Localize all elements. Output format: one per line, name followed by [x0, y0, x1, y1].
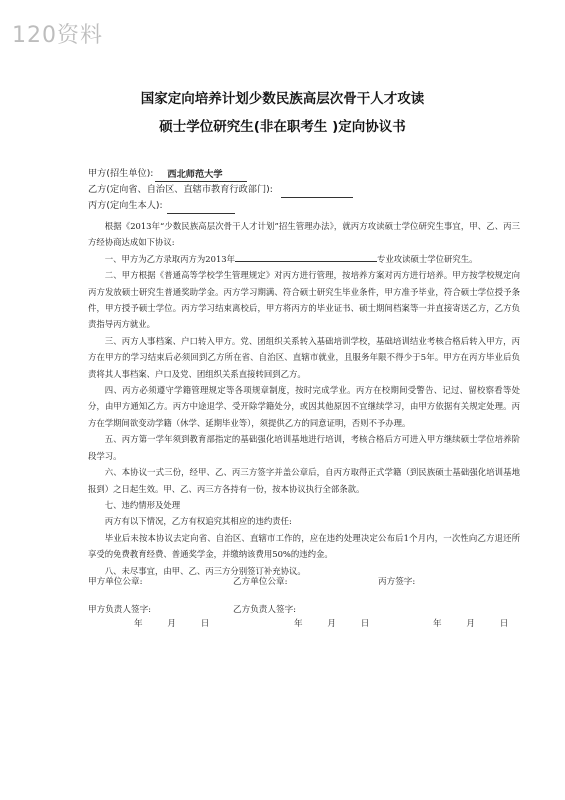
clause-7-detail: 毕业后未按本协议去定向省、自治区、直辖市工作的，应在违约处理决定公布后1个月内，一次性向乙方退还所享受的免费教育经费、普通奖学金，并缴纳该费用50%的违约金。 — [88, 532, 520, 560]
clause-3: 三、丙方人事档案、户口转入甲方。党、团组织关系转入基础培训学校，基础培训结业考核合格后转入甲方，丙方在甲方的学习结束后必须回到乙方所在省、自治区、直辖市就业，且服务年限不得少于5年。甲方在丙方毕业后负责将其人事档案、户口及党、团组织关系直接转回到乙方。 — [88, 335, 520, 379]
clause-7-heading: 七、违约情形及处理 — [104, 499, 181, 510]
day-label: 日 — [499, 619, 509, 629]
watermark-logo: 120资料 — [12, 23, 103, 48]
party-a-date — [134, 617, 209, 629]
party-b-label: 乙方(定向省、自治区、直辖市教育行政部门): — [88, 184, 273, 195]
year-label: 年 — [294, 619, 303, 629]
document-title-line-2: 硕士学位研究生(非在职考生 )定向协议书 — [159, 119, 406, 135]
party-b-blank — [281, 185, 353, 198]
party-a-person-sign-label: 甲方负责人签字: — [88, 605, 152, 615]
party-c-date — [433, 617, 508, 629]
clause-8: 八、未尽事宜，由甲、乙、丙三方分别签订补充协议。 — [104, 565, 306, 576]
parties-block — [88, 166, 353, 214]
year-label: 年 — [433, 619, 442, 629]
party-b-date — [294, 617, 369, 629]
agreement-body — [88, 218, 520, 579]
intro-paragraph: 根据《2013年“少数民族高层次骨干人才计划”招生管理办法》，就丙方攻读硕士学位研究生事宜，甲、乙、丙三方经协商达成如下协议: — [88, 221, 520, 248]
party-b-seal-label: 乙方单位公章: — [233, 577, 288, 587]
clause-2: 二、甲方根据《普通高等学校学生管理规定》对丙方进行管理，按培养方案对丙方进行培养。甲方按学校规定向丙方发放硕士研究生普通奖助学金。丙方学习期满、符合硕士研究生毕业条件，甲方准予毕业，符合硕士学位授予条件，甲方授予硕士学位。丙方学习结束离校后，甲方将丙方的毕业证书、硕士期间档案等一并直接寄送乙方，乙方负责指导丙方就业。 — [88, 270, 520, 330]
party-b-person-sign-label: 乙方负责人签字: — [233, 605, 297, 615]
day-label: 日 — [360, 619, 370, 629]
party-a-label: 甲方(招生单位): — [88, 168, 154, 179]
document-title-line-1: 国家定向培养计划少数民族高层次骨干人才攻读 — [140, 91, 425, 107]
clause-4: 四、丙方必须遵守学籍管理规定等各项规章制度，按时完成学业。丙方在校期间受警告、记过、留校察看等处分，由甲方通知乙方。丙方中途退学、受开除学籍处分，或因其他原因不宜继续学习，由甲方依据有关规定处理。丙方在学期间欲变动学籍（休学、延期毕业等），须提供乙方的同意证明，否则不予办理。 — [88, 385, 520, 428]
clause-6: 六、本协议一式三份，经甲、乙、丙三方签字并盖公章后，自丙方取得正式学籍（到民族硕士基础强化培训基地报到）之日起生效。甲、乙、丙三方各持有一份，按本协议执行全部条款。 — [88, 467, 520, 494]
party-c-label: 丙方(定向生本人): — [88, 200, 163, 211]
month-label: 月 — [466, 619, 475, 629]
month-label: 月 — [167, 619, 176, 629]
clause-7-intro: 丙方有以下情况，乙方有权追究其相应的违约责任: — [104, 516, 292, 527]
party-c-sign-label: 丙方签字: — [378, 577, 416, 587]
party-c-blank — [167, 201, 235, 214]
clause-5: 五、丙方第一学年须到教育部指定的基础强化培训基地进行培训，考核合格后方可进入甲方继续硕士学位培养阶段学习。 — [88, 434, 520, 461]
month-label: 月 — [327, 619, 336, 629]
clause-1 — [88, 251, 520, 267]
day-label: 日 — [200, 619, 210, 629]
party-a-value: 西北师范大学 — [155, 169, 247, 182]
clause-1-text-b: 专业攻读硕士学位研究生。 — [377, 253, 478, 264]
party-a-row — [88, 166, 353, 182]
major-blank — [235, 252, 377, 262]
year-label: 年 — [134, 619, 143, 629]
clause-1-text-a: 一、甲方为乙方录取丙方为2013年 — [104, 253, 235, 264]
party-c-row — [88, 198, 353, 214]
party-b-row — [88, 182, 353, 198]
party-a-seal-label: 甲方单位公章: — [88, 577, 143, 587]
